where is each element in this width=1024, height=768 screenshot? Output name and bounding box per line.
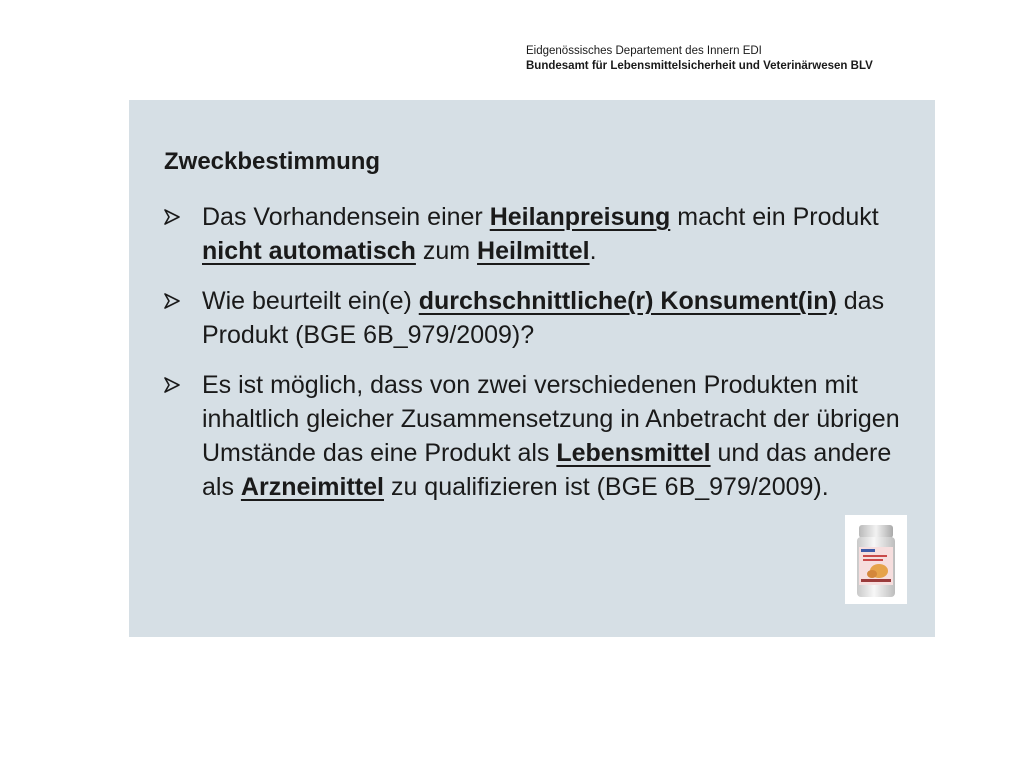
bullet1-text-3: zum xyxy=(415,237,478,265)
jar-illustration xyxy=(845,515,907,604)
bullet3-text-2: und das andere als xyxy=(202,439,892,501)
supplement-jar-photo xyxy=(845,515,907,604)
bullet1-text-4: . xyxy=(589,237,597,265)
arrow-bullet-icon xyxy=(164,209,180,225)
bullet1-term-nicht-automatisch: nicht automatisch xyxy=(202,237,416,265)
bullet1-term-heilanpreisung: Heilanpreisung xyxy=(489,203,671,231)
bullet3-text-3: zu qualifizieren ist (BGE 6B_979/2009). xyxy=(384,473,829,501)
header xyxy=(526,44,873,74)
slide-title: Zweckbestimmung xyxy=(164,148,381,175)
bullet3-term-arzneimittel: Arzneimittel xyxy=(240,473,384,501)
arrow-bullet-icon xyxy=(164,377,180,393)
office-name: Bundesamt für Lebensmittelsicherheit und Veterinärwesen BLV xyxy=(526,60,873,72)
arrow-bullet-icon xyxy=(164,293,180,309)
department-name: Eidgenössisches Departement des Innern EDI xyxy=(526,45,762,57)
content-panel xyxy=(129,100,935,637)
bullet3-text-1: Es ist möglich, dass von zwei verschiedenen Produkten mit inhaltlich gleicher Zusammensetzung in Anbetracht der übrigen Umstände das eine Produkt als xyxy=(202,371,900,467)
bullet1-text-1: Das Vorhandensein einer xyxy=(202,203,490,231)
bullet2-text-2: das Produkt (BGE 6B_979/2009)? xyxy=(202,287,885,349)
bullet-item-3 xyxy=(164,368,904,504)
bullet1-term-heilmittel: Heilmittel xyxy=(477,237,590,265)
bullet2-term-konsument: durchschnittliche(r) Konsument(in) xyxy=(418,287,837,315)
bullet1-text-2: macht ein Produkt xyxy=(670,203,879,231)
bullet3-term-lebensmittel: Lebensmittel xyxy=(556,439,711,467)
bullet-item-1 xyxy=(164,200,904,268)
bullet-item-2 xyxy=(164,284,904,352)
bullet-list xyxy=(164,200,904,520)
bullet2-text-1: Wie beurteilt ein(e) xyxy=(202,287,419,315)
